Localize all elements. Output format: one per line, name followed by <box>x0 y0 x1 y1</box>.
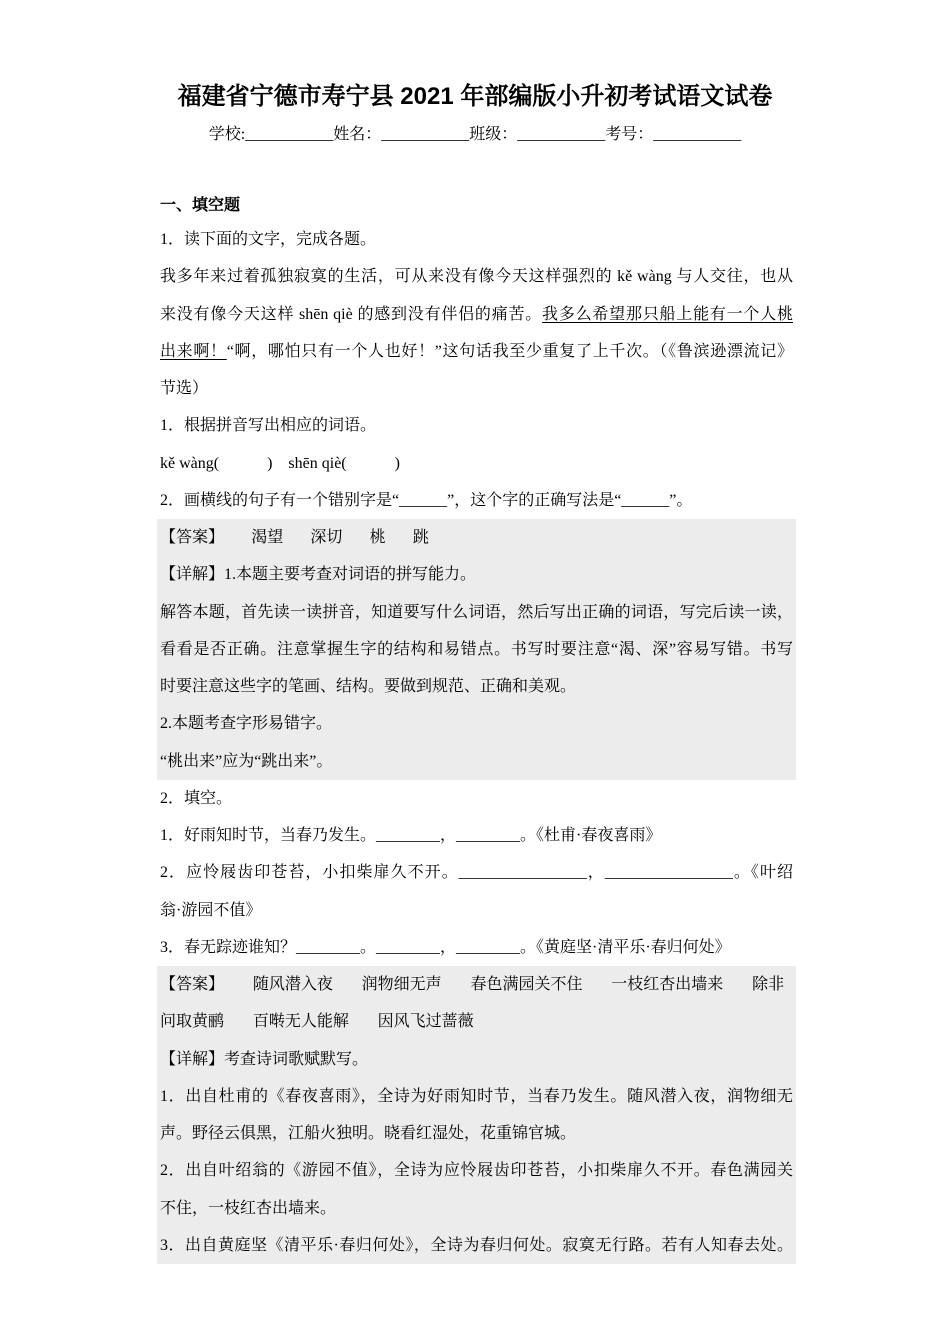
detail-text: 1.本题主要考查对词语的拼写能力。 <box>224 566 477 584</box>
q1-detail-line-4: 时要注意这些字的笔画、结构。要做到规范、正确和美观。 <box>160 678 577 695</box>
q1-passage-line-2-text: 来没有像今天这样 shēn qiè 的感到没有伴侣的痛苦。 <box>160 305 543 323</box>
q2-item-1: 1．好雨知时节，当春乃发生。________，________。《杜甫·春夜喜雨》 <box>160 827 662 844</box>
q1-detail-line-6: “桃出来”应为“跳出来”。 <box>160 752 333 770</box>
q2-detail-line-5: 3．出自黄庭坚《清平乐·春归何处》，全诗为春归何处。寂寞无行路。若有人知春去处。 <box>160 1236 793 1254</box>
q1-detail-line-1 <box>160 556 793 593</box>
class-label: 班级： <box>469 126 518 143</box>
answer-item: 除非问取黄鹂 <box>160 976 785 1031</box>
q1-passage-line-1: 我多年来过着孤独寂寞的生活，可从来没有像今天这样强烈的 kě wàng 与人交往，也从 <box>160 268 793 286</box>
q1-sub-question-1: 1．根据拼音写出相应的词语。 <box>160 417 377 435</box>
school-blank: ___________ <box>245 126 334 143</box>
school-label: 学校: <box>208 126 246 143</box>
answer-item: 春色满园关不住 <box>470 976 583 993</box>
q2-detail-line-3: 2．出自叶绍翁的《游园不值》，全诗为应怜屐齿印苍苔，小扣柴扉久不开。春色满园关 <box>160 1162 793 1180</box>
q2-detail-heading <box>160 1041 793 1078</box>
exam-number-blank: ___________ <box>653 126 742 143</box>
student-info-line <box>0 122 950 148</box>
exam-content <box>160 191 793 1264</box>
name-label: 姓名： <box>333 126 382 143</box>
q1-passage-line-3-text: “啊，哪怕只有一个人也好！”这句话我至少重复了上千次。（《鲁滨逊漂流记》 <box>226 342 793 360</box>
detail-label: 【详解】 <box>160 1050 225 1068</box>
exam-title: 福建省宁德市寿宁县 2021 年部编版小升初考试语文试卷 <box>177 83 773 110</box>
q2-detail-line-4: 不住，一枝红杏出墙来。 <box>160 1199 337 1217</box>
q2-prompt: 2．填空。 <box>160 789 233 807</box>
q1-sub-question-2: 2．画横线的句子有一个错别字是“______”，这个字的正确写法是“______”。 <box>160 491 693 509</box>
q1-passage-line-4: 节选） <box>160 380 209 397</box>
answer-item: 百啭无人能解 <box>252 1013 349 1031</box>
q2-detail-line-1: 1．出自杜甫的《春夜喜雨》，全诗为好雨知时节，当春乃发生。随风潜入夜，润物细无 <box>160 1087 793 1105</box>
section-heading: 一、填空题 <box>160 197 241 214</box>
answer-item: 随风潜入夜 <box>252 976 333 993</box>
detail-text: 考查诗词歌赋默写。 <box>224 1050 369 1068</box>
q1-prompt: 1．读下面的文字，完成各题。 <box>160 231 377 248</box>
detail-label: 【详解】 <box>160 566 225 584</box>
answer-label: 【答案】 <box>160 529 225 546</box>
answer-item: 润物细无声 <box>361 976 442 993</box>
q2-detail-line-2: 声。野径云俱黑，江船火独明。晓看红湿处，花重锦官城。 <box>160 1125 577 1142</box>
q2-item-2-line-2: 翁·游园不值》 <box>160 901 262 919</box>
answer-item: 一枝红杏出墙来 <box>611 976 724 993</box>
answer-label: 【答案】 <box>160 976 225 993</box>
q2-answer-lines <box>160 966 793 1041</box>
q1-detail-line-5: 2.本题考查字形易错字。 <box>160 715 333 733</box>
q1-answer-block <box>157 519 796 780</box>
q1-detail-line-2: 解答本题，首先读一读拼音，知道要写什么词语，然后写出正确的词语，写完后读一读， <box>160 603 793 621</box>
q1-detail-line-3: 看看是否正确。注意掌握生字的结构和易错点。书写时要注意“渴、深”容易写错。书写 <box>160 640 793 658</box>
answer-item: 因风飞过蔷薇 <box>377 1013 474 1031</box>
q2-answer-block <box>157 966 796 1264</box>
q2-item-2-line-1: 2．应怜屐齿印苍苔，小扣柴扉久不开。________________，________________。《叶绍 <box>160 864 793 882</box>
underlined-sentence-part-2: 出来啊！ <box>160 342 227 360</box>
q2-item-3: 3．春无踪迹谁知？________。________，________。《黄庭坚·清平乐·春归何处》 <box>160 938 731 956</box>
exam-number-label: 考号： <box>605 126 654 143</box>
underlined-sentence-part-1: 我多么希望那只船上能有一个人桃 <box>542 305 793 323</box>
answer-item: 桃 <box>369 529 386 546</box>
class-blank: ___________ <box>517 126 606 143</box>
q1-passage-line-3 <box>160 333 793 370</box>
answer-item: 深切 <box>310 529 343 546</box>
q1-passage-line-2 <box>160 296 793 333</box>
answer-item: 渴望 <box>251 529 284 546</box>
q1-answer-line <box>160 519 793 556</box>
name-blank: ___________ <box>381 126 470 143</box>
q1-pinyin-blanks: kě wàng( ) shēn qiè( ) <box>160 454 400 472</box>
answer-item: 跳 <box>412 529 429 546</box>
